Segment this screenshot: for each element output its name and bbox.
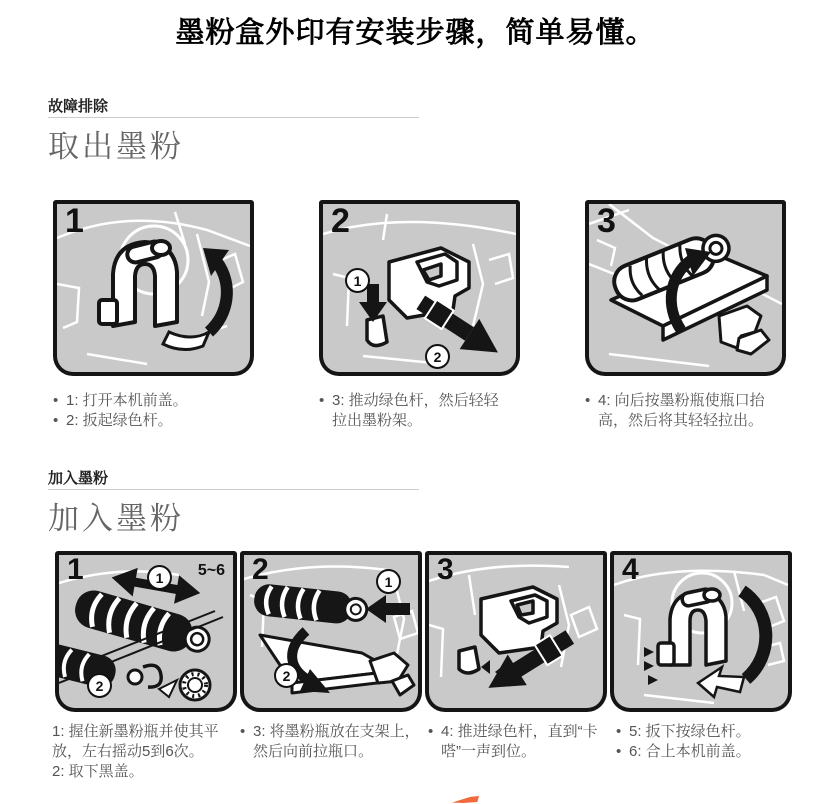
flip-up-lever-illustration: [57, 204, 250, 372]
caption-text: 6: 合上本机前盖。: [629, 743, 751, 760]
step-badge: 2: [274, 663, 299, 688]
panel-number: 1: [67, 553, 84, 586]
cap-spiral-shape: [143, 665, 161, 687]
rotate-band-arrow-icon: [742, 591, 766, 679]
step-panel: [610, 551, 792, 712]
caption-list: [319, 391, 520, 431]
caption-item: [53, 391, 254, 411]
black-cap-shape: [180, 670, 210, 700]
bullet: •: [319, 392, 325, 409]
caption-list: [616, 722, 798, 782]
step-panel: [425, 551, 607, 712]
toner-bottle-shape: [253, 583, 369, 627]
step-panel: [53, 200, 254, 376]
caption-item: [616, 742, 798, 762]
panel-row-remove-toner: [53, 200, 786, 376]
page-title: 墨粉盒外印有安装步骤，简单易懂。: [175, 17, 656, 49]
caption-item: [585, 391, 786, 431]
step-panel: [585, 200, 786, 376]
step-panel: [319, 200, 520, 376]
section-heading-add-toner: 加入墨粉: [48, 501, 184, 536]
bullet: •: [585, 392, 591, 409]
white-arrow-icon: [698, 667, 744, 697]
caption-list: [585, 391, 786, 431]
green-lever-shape: [658, 588, 726, 665]
push-in-lever-illustration: [429, 555, 603, 708]
caption-item: [240, 722, 422, 762]
caption-item: [428, 722, 610, 762]
panel-row-add-toner: [55, 551, 792, 712]
bullet: •: [240, 723, 246, 740]
caption-list: [428, 722, 610, 782]
panel-number: 3: [437, 553, 454, 586]
click-mark-icon: [644, 647, 654, 657]
caption-list: [52, 722, 234, 782]
step-panel: [240, 551, 422, 712]
green-lever-shape: [99, 240, 177, 326]
caption-row: [52, 722, 798, 782]
click-mark-icon: [648, 675, 658, 685]
step-badge: 2: [425, 344, 450, 369]
flip-down-lever-illustration: [614, 555, 788, 708]
shake-count-label: 5~6: [197, 562, 225, 579]
panel-number: 2: [252, 553, 269, 586]
click-mark-icon: [644, 661, 654, 671]
caption-text: 1: 打开本机前盖。: [66, 392, 188, 409]
caption-item: [53, 411, 254, 431]
step-panel: [55, 551, 237, 712]
section-divider: [48, 117, 419, 118]
caption-text: 3: 推动绿色杆，然后轻轻拉出墨粉架。: [332, 392, 499, 429]
bullet: •: [428, 723, 434, 740]
panel-number: 3: [597, 202, 616, 240]
caption-text: 2: 扳起绿色杆。: [66, 412, 173, 429]
panel-number: 4: [622, 553, 639, 586]
step-badge: 1: [147, 565, 172, 590]
section-label-troubleshooting: 故障排除: [48, 98, 109, 115]
bottle-clamp-shape: [719, 306, 769, 354]
section-label-add-toner: 加入墨粉: [48, 470, 109, 487]
bullet: •: [53, 412, 59, 429]
caption-item: [319, 391, 520, 431]
click-mark-icon: [481, 660, 490, 674]
caption-text: 1: 握住新墨粉瓶并使其平放，左右摇动5到6次。: [52, 723, 219, 760]
caption-text: 3: 将墨粉瓶放在支架上，然后向前拉瓶口。: [253, 723, 420, 760]
orange-swoosh-decoration: [452, 796, 479, 803]
caption-list: [53, 391, 254, 431]
section-divider: [48, 489, 419, 490]
caption-item: [616, 722, 798, 742]
panel-number: 1: [65, 202, 84, 240]
caption-item: [52, 762, 234, 782]
section-heading-remove-toner: 取出墨粉: [48, 129, 184, 164]
caption-text: 2: 取下黑盖。: [52, 763, 144, 780]
caption-text: 5: 扳下按绿色杆。: [629, 723, 751, 740]
bullet: •: [53, 392, 59, 409]
caption-text: 4: 向后按墨粉瓶使瓶口抬高，然后将其轻轻拉出。: [598, 392, 765, 429]
step-badge: 1: [345, 268, 370, 293]
bullet: •: [616, 743, 622, 760]
panel-number: 2: [331, 202, 350, 240]
bullet: •: [616, 723, 622, 740]
caption-text: 4: 推进绿色杆，直到“卡嗒”一声到位。: [441, 723, 598, 760]
caption-row: [53, 391, 786, 431]
lift-toner-bottle-illustration: [589, 204, 782, 372]
caption-list: [240, 722, 422, 782]
step-badge: 1: [376, 569, 401, 594]
step-badge: 2: [87, 673, 112, 698]
caption-item: [52, 722, 234, 762]
